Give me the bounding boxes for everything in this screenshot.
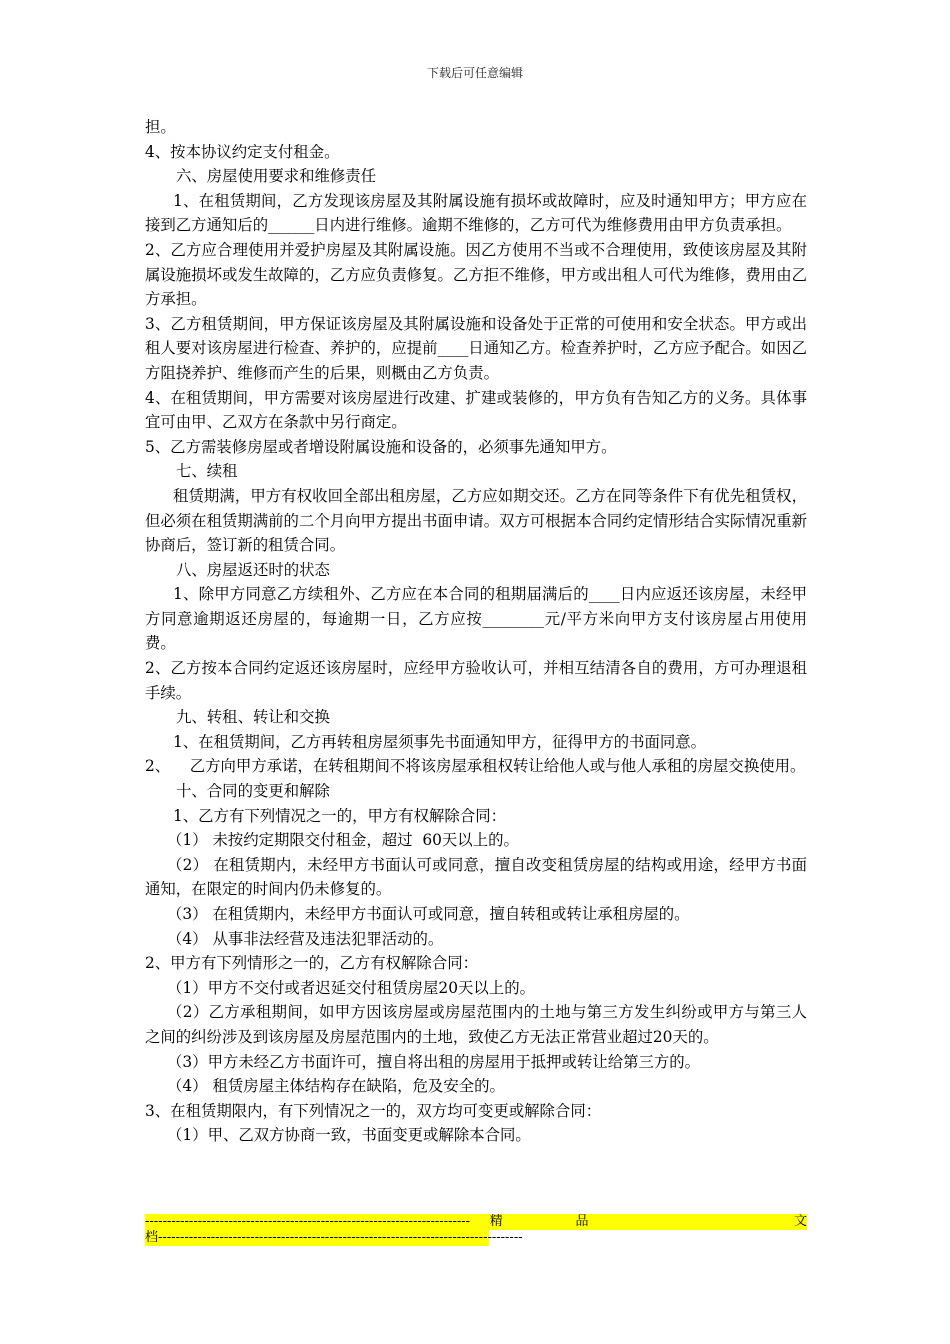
paragraph: （3）甲方未经乙方书面许可，擅自将出租的房屋用于抵押或转让给第三方的。 xyxy=(167,1052,701,1071)
paragraph: 2、乙方按本合同约定返还该房屋时，应经甲方验收认可，并相互结清各自的费用，方可办理退租手续。 xyxy=(145,659,807,702)
footer-row-2 xyxy=(145,1230,523,1246)
paragraph: 十、合同的变更和解除 xyxy=(176,782,330,801)
footer-dashes-left: -------------------------------------------------------------------------- xyxy=(145,1214,471,1229)
paragraph: 1、乙方有下列情况之一的，甲方有权解除合同： xyxy=(173,806,506,825)
footer-watermark xyxy=(145,1214,807,1246)
paragraph: 六、房屋使用要求和维修责任 xyxy=(176,167,377,186)
paragraph: 八、房屋返还时的状态 xyxy=(176,560,330,579)
paragraph: 2、 乙方向甲方承诺，在转租期间不将该房屋承租权转让给他人或与他人承租的房屋交换使用。 xyxy=(145,757,806,776)
footer-row-1 xyxy=(145,1214,807,1230)
paragraph: （1）甲方不交付或者迟延交付租赁房屋20天以上的。 xyxy=(167,978,535,997)
paragraph: （4） 从事非法经营及违法犯罪活动的。 xyxy=(167,929,444,948)
paragraph: 3、在租赁期限内，有下列情况之一的，双方均可变更或解除合同： xyxy=(145,1101,602,1120)
paragraph: （3） 在租赁期内，未经甲方书面认可或同意，擅自转租或转让承租房屋的。 xyxy=(167,905,690,923)
paragraph: （4） 租赁房屋主体结构存在缺陷，危及安全的。 xyxy=(167,1077,505,1096)
paragraph: 九、转租、转让和交换 xyxy=(176,708,330,727)
paragraph: （2）乙方承租期间，如甲方因该房屋或房屋范围内的土地与第三方发生纠纷或甲方与第三人之间的纠纷涉及到该房屋及房屋范围内的土地，致使乙方无法正常营业超过20天的。 xyxy=(145,1003,807,1046)
footer-char-1: 精 xyxy=(489,1214,503,1229)
paragraph: 5、乙方需装修房屋或者增设附属设施和设备的，必须事先通知甲方。 xyxy=(145,437,617,456)
footer-char-4: 档 xyxy=(145,1230,159,1245)
paragraph: （1）甲、乙双方协商一致，书面变更或解除本合同。 xyxy=(167,1126,531,1145)
paragraph: 4、在租赁期间，甲方需要对该房屋进行改建、扩建或装修的，甲方负有告知乙方的义务。具体事宜可由甲、乙双方在条款中另行商定。 xyxy=(145,388,807,432)
paragraph: 租赁期满，甲方有权收回全部出租房屋，乙方应如期交还。乙方在同等条件下有优先租赁权，但必须在租赁期满前的二个月向甲方提出书面申请。双方可根据本合同约定情形结合实际情况重新协商后，签订新的租赁合同。 xyxy=(145,486,807,555)
paragraph: 1、除甲方同意乙方续租外、乙方应在本合同的租期届满后的____日内应返还该房屋，未经甲方同意逾期返还房屋的，每逾期一日，乙方应按________元/平方米向甲方支付该房屋占用使用费。 xyxy=(145,585,807,653)
paragraph: 4、按本协议约定支付租金。 xyxy=(145,142,340,161)
paragraph: （1） 未按约定期限交付租金，超过 60天以上的。 xyxy=(167,831,519,850)
paragraph: 2、乙方应合理使用并爱护房屋及其附属设施。因乙方使用不当或不合理使用，致使该房屋及其附属设施损坏或发生故障的，乙方应负责修复。乙方拒不维修，甲方或出租人可代为维修，费用由乙方承担。 xyxy=(145,240,807,309)
paragraph: 2、甲方有下列情形之一的，乙方有权解除合同： xyxy=(145,954,478,973)
document-body xyxy=(145,115,807,1148)
paragraph: 1、在租赁期间，乙方发现该房屋及其附属设施有损坏或故障时，应及时通知甲方；甲方应在接到乙方通知后的______日内进行维修。逾期不维修的，乙方可代为维修费用由甲方负责承担。 xyxy=(145,191,807,235)
paragraph: 3、乙方租赁期间，甲方保证该房屋及其附属设施和设备处于正常的可使用和安全状态。甲方或出租人要对该房屋进行检查、养护的，应提前____日通知乙方。检查养护时，乙方应予配合。如因乙方阻挠养护、维修而产生的后果，则概由乙方负责。 xyxy=(145,314,807,382)
paragraph: 七、续租 xyxy=(176,462,238,481)
footer-char-3: 文 xyxy=(793,1214,807,1229)
paragraph: （2） 在租赁期内，未经甲方书面认可或同意，擅自改变租赁房屋的结构或用途，经甲方书面通知，在限定的时间内仍未修复的。 xyxy=(145,855,807,899)
paragraph: 担。 xyxy=(145,118,176,136)
footer-char-2: 品 xyxy=(575,1214,589,1229)
footer-dashes-right: ----------------------------------------------------------------------------------- xyxy=(158,1230,523,1245)
header-note: 下载后可任意编辑 xyxy=(426,66,523,80)
paragraph: 1、在租赁期间，乙方再转租房屋须事先书面通知甲方，征得甲方的书面同意。 xyxy=(173,732,707,751)
